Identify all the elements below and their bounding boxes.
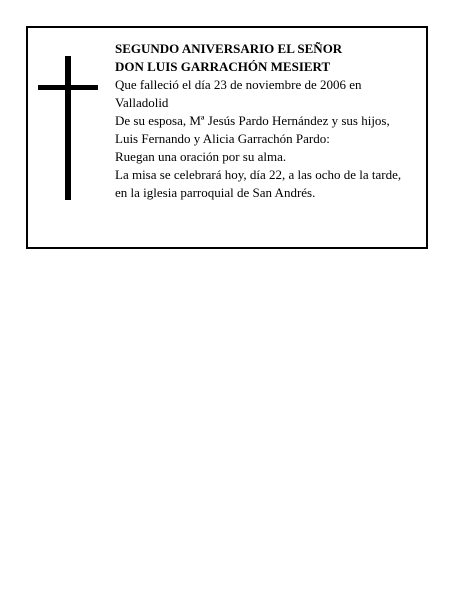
cross-horizontal-bar [38,85,98,90]
obituary-notice [26,26,428,249]
cross-vertical-bar [65,56,71,200]
notice-body-line: en la iglesia parroquial de San Andrés. [115,185,316,200]
notice-body-line: Valladolid [115,95,169,110]
notice-heading-line-2: DON LUIS GARRACHÓN MESIERT [115,59,331,74]
notice-body-line: Luis Fernando y Alicia Garrachón Pardo: [115,131,330,146]
latin-cross-icon [38,56,98,200]
notice-body-line: Ruegan una oración por su alma. [115,149,287,164]
notice-body-line: La misa se celebrará hoy, día 22, a las ocho de la tarde, [115,167,402,182]
notice-heading-line-1: SEGUNDO ANIVERSARIO EL SEÑOR [115,41,343,56]
notice-body-line: Que falleció el día 23 de noviembre de 2006 en [115,77,362,92]
notice-text [115,40,420,202]
notice-body-line: De su esposa, Mª Jesús Pardo Hernández y sus hijos, [115,113,390,128]
